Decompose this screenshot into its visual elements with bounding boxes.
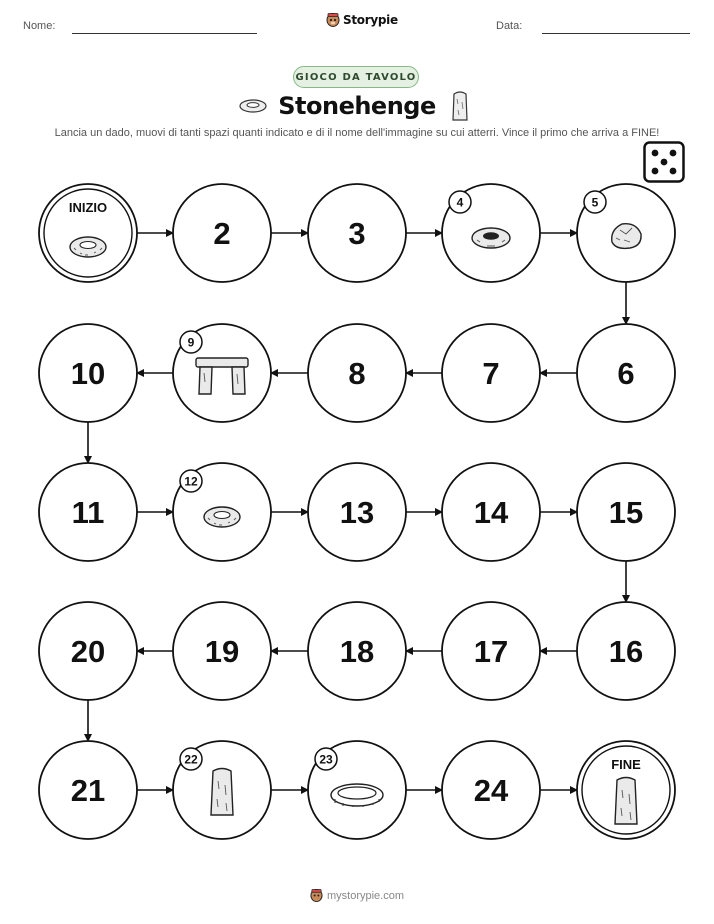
board-space-22 [173,741,271,839]
footer-url[interactable]: mystorypie.com [327,889,405,902]
space-number: 16 [608,634,644,669]
space-number: 23 [319,752,333,767]
space-number: 9 [187,335,195,350]
board-space-23 [308,741,406,839]
board-space-9 [173,324,271,422]
stone-circle-icon [331,784,383,807]
board-space-3 [308,184,406,282]
board-space-11 [39,463,137,561]
space-number: 15 [608,495,644,530]
space-number: 8 [348,356,366,391]
space-number: 5 [591,195,599,210]
boulder-icon [612,224,641,249]
board-space-2 [173,184,271,282]
board-space-4 [442,184,540,282]
name-label: Nome: [23,20,56,32]
board-space-12 [173,463,271,561]
space-number: 21 [70,773,106,808]
date-label: Data: [496,20,523,32]
space-number: 12 [184,474,198,489]
space-circle [39,184,137,282]
board-space-21 [39,741,137,839]
board-space-18 [308,602,406,700]
space-number: 24 [473,773,509,808]
storypie-mascot-icon [310,888,323,903]
space-number: 7 [482,356,500,391]
board-space-16 [577,602,675,700]
board-spaces [39,184,675,839]
footer [310,888,404,903]
space-number: 18 [339,634,375,669]
space-number: 19 [204,634,240,669]
brand-name: Storypie [343,13,398,27]
board-space-19 [173,602,271,700]
space-number: 17 [473,634,509,669]
start-label: INIZIO [68,200,108,215]
space-number: 4 [456,195,464,210]
space-number: 3 [348,216,366,251]
board-space-6 [577,324,675,422]
space-number: 2 [213,216,231,251]
standing-stone-icon [211,769,233,816]
page-title: Stonehenge [278,92,436,120]
board-space-14 [442,463,540,561]
board-space-20 [39,602,137,700]
board-space-25 [577,741,675,839]
board-space-15 [577,463,675,561]
ring-stone-icon [204,507,240,527]
board-space-8 [308,324,406,422]
space-number: 11 [71,495,105,530]
board-space-7 [442,324,540,422]
space-number: 14 [473,495,509,530]
standing-stone-icon [615,778,637,825]
board-space-13 [308,463,406,561]
board-space-1 [39,184,137,282]
category-badge: GIOCO DA TAVOLO [293,66,419,88]
board-space-24 [442,741,540,839]
space-number: 13 [339,495,375,530]
board-space-5 [577,184,675,282]
space-number: 20 [70,634,106,669]
space-number: 6 [617,356,635,391]
ring-stone-icon [70,237,106,257]
finish-label: FINE [611,757,641,772]
hollow-stone-icon [472,228,510,248]
instructions: Lancia un dado, muovi di tanti spazi quanti indicato e di il nome dell'immagine su cui atterri. Vince il primo che arriva a FINE! [54,127,660,139]
space-number: 22 [184,752,198,767]
space-number: 10 [70,356,106,391]
board-space-17 [442,602,540,700]
board-space-10 [39,324,137,422]
